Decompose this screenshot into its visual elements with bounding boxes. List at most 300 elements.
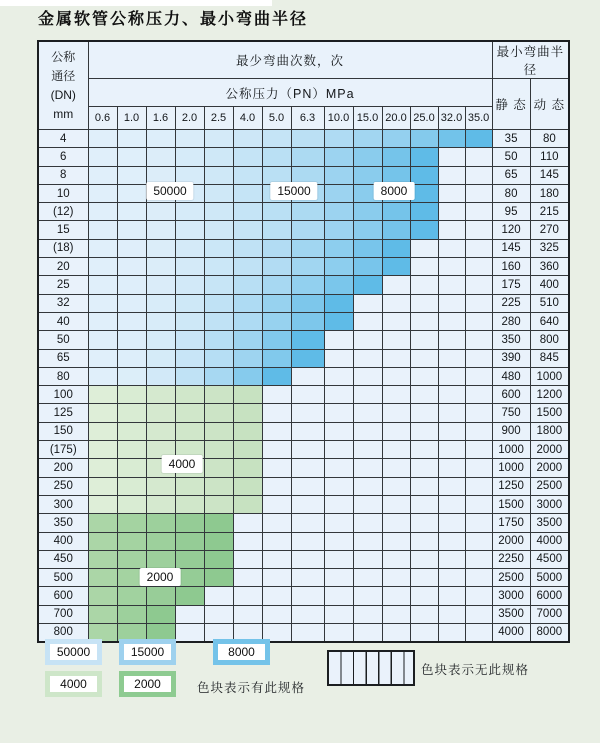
no-spec-cell [324,605,353,623]
spec-available-cell [233,331,262,349]
dn-cell: 350 [38,514,88,532]
dynamic-radius-cell: 1200 [530,386,569,404]
no-spec-cell [353,386,382,404]
spec-available-cell [175,294,204,312]
spec-available-cell [88,276,117,294]
no-spec-cell [262,459,291,477]
spec-available-cell [204,532,233,550]
static-radius-cell: 1000 [492,459,530,477]
spec-available-cell [88,404,117,422]
no-spec-cell [353,587,382,605]
no-spec-cell [291,605,324,623]
no-spec-cell [465,221,492,239]
table-row [38,386,569,404]
dynamic-radius-cell: 5000 [530,569,569,587]
no-spec-cell [353,514,382,532]
dn-cell: 6 [38,148,88,166]
table-row [38,239,569,257]
no-spec-cell [438,459,465,477]
spec-available-cell [175,349,204,367]
spec-available-cell [382,203,410,221]
no-spec-cell [465,386,492,404]
spec-available-cell [465,130,492,148]
dynamic-radius-cell: 215 [530,203,569,221]
spec-available-cell [291,258,324,276]
spec-available-cell [146,605,175,623]
no-spec-cell [382,404,410,422]
dn-cell: 150 [38,422,88,440]
spec-available-cell [204,312,233,330]
no-spec-cell [291,587,324,605]
dynamic-radius-cell: 400 [530,276,569,294]
min-bend-radius-header: 最小弯曲半径 [492,41,569,79]
spec-available-cell [262,221,291,239]
no-spec-cell [438,221,465,239]
spec-available-cell [204,495,233,513]
static-radius-cell: 160 [492,258,530,276]
dn-cell: 32 [38,294,88,312]
dn-cell: 65 [38,349,88,367]
spec-available-cell [204,276,233,294]
spec-available-cell [117,587,146,605]
dn-cell: 8 [38,166,88,184]
spec-available-cell [233,130,262,148]
spec-available-cell [117,404,146,422]
no-spec-cell [291,532,324,550]
spec-available-cell [175,422,204,440]
no-spec-cell [353,404,382,422]
spec-available-cell [233,166,262,184]
no-spec-cell [465,587,492,605]
no-spec-cell [324,532,353,550]
no-spec-cell [382,331,410,349]
spec-available-cell [291,349,324,367]
no-spec-cell [465,331,492,349]
spec-available-cell [175,148,204,166]
no-spec-cell [410,477,438,495]
spec-available-cell [117,514,146,532]
spec-available-cell [88,258,117,276]
legend-chip: 2000 [119,671,176,697]
spec-available-cell [88,514,117,532]
dn-cell: 600 [38,587,88,605]
no-spec-cell [410,239,438,257]
legend-chip: 50000 [45,639,102,665]
no-spec-cell [291,386,324,404]
dn-cell: 500 [38,569,88,587]
no-spec-cell [233,532,262,550]
dn-cell: 50 [38,331,88,349]
spec-available-cell [146,203,175,221]
spec-available-cell [353,148,382,166]
spec-available-cell [175,587,204,605]
no-spec-cell [204,587,233,605]
no-spec-cell [410,258,438,276]
no-spec-cell [410,441,438,459]
spec-available-cell [117,349,146,367]
spec-available-cell [117,276,146,294]
no-spec-cell [438,184,465,202]
spec-available-cell [233,495,262,513]
spec-available-cell [324,258,353,276]
table-row [38,148,569,166]
dynamic-radius-cell: 110 [530,148,569,166]
static-radius-cell: 480 [492,367,530,385]
static-radius-cell: 350 [492,331,530,349]
spec-available-cell [88,331,117,349]
no-spec-cell [291,404,324,422]
table-row [38,477,569,495]
spec-available-cell [262,258,291,276]
table-row [38,624,569,642]
table-row [38,587,569,605]
spec-available-cell [88,349,117,367]
dynamic-radius-cell: 7000 [530,605,569,623]
no-spec-cell [465,422,492,440]
no-spec-cell [465,258,492,276]
spec-available-cell [175,532,204,550]
spec-available-cell [88,550,117,568]
spec-available-cell [146,550,175,568]
bend-count-label: 2000 [140,568,181,586]
static-radius-cell: 80 [492,184,530,202]
dn-cell: 400 [38,532,88,550]
no-spec-cell [175,605,204,623]
no-spec-cell [291,422,324,440]
spec-available-cell [146,276,175,294]
dn-header-line: mm [53,106,74,121]
dynamic-radius-cell: 1500 [530,404,569,422]
dynamic-radius-cell: 3000 [530,495,569,513]
spec-available-cell [146,422,175,440]
spec-available-cell [88,184,117,202]
table-row [38,294,569,312]
pressure-col-header: 0.6 [88,107,117,130]
spec-available-cell [175,477,204,495]
spec-available-cell [146,587,175,605]
no-spec-cell [291,569,324,587]
spec-available-cell [117,605,146,623]
spec-available-cell [233,404,262,422]
spec-available-cell [233,148,262,166]
no-spec-cell [353,331,382,349]
spec-available-cell [291,203,324,221]
static-radius-cell: 50 [492,148,530,166]
static-radius-cell: 145 [492,239,530,257]
static-column-header: 静 态 [492,79,530,130]
no-spec-cell [382,459,410,477]
spec-available-cell [146,367,175,385]
no-spec-cell [438,532,465,550]
spec-available-cell [353,239,382,257]
no-spec-cell [438,258,465,276]
static-radius-cell: 750 [492,404,530,422]
no-spec-cell [324,569,353,587]
no-spec-cell [262,441,291,459]
spec-available-cell [88,441,117,459]
spec-available-cell [117,148,146,166]
no-spec-cell [382,587,410,605]
no-spec-cell [262,550,291,568]
table-row [38,203,569,221]
no-spec-cell [324,459,353,477]
legend-no-spec-hatch-box [327,650,415,686]
bend-count-label: 15000 [270,182,317,200]
no-spec-cell [324,422,353,440]
spec-available-cell [233,386,262,404]
no-spec-cell [382,550,410,568]
spec-available-cell [204,386,233,404]
spec-available-cell [146,532,175,550]
no-spec-cell [465,312,492,330]
no-spec-cell [324,495,353,513]
spec-available-cell [233,184,262,202]
spec-available-cell [204,294,233,312]
no-spec-cell [410,624,438,642]
dynamic-radius-cell: 1000 [530,367,569,385]
no-spec-cell [233,550,262,568]
spec-available-cell [117,532,146,550]
no-spec-cell [382,312,410,330]
no-spec-cell [465,624,492,642]
no-spec-cell [353,624,382,642]
no-spec-cell [438,239,465,257]
no-spec-cell [382,495,410,513]
spec-available-cell [175,276,204,294]
no-spec-cell [410,404,438,422]
spec-available-cell [262,294,291,312]
spec-available-cell [175,203,204,221]
spec-available-cell [233,221,262,239]
no-spec-cell [233,605,262,623]
static-radius-cell: 175 [492,276,530,294]
no-spec-cell [262,587,291,605]
dn-column-header [38,41,88,130]
dn-cell: 800 [38,624,88,642]
pressure-col-header: 32.0 [438,107,465,130]
spec-available-cell [175,239,204,257]
no-spec-cell [353,294,382,312]
spec-available-cell [88,203,117,221]
spec-available-cell [262,203,291,221]
dn-cell: 250 [38,477,88,495]
static-radius-cell: 600 [492,386,530,404]
spec-available-cell [204,550,233,568]
no-spec-cell [438,367,465,385]
no-spec-cell [438,587,465,605]
spec-available-cell [175,258,204,276]
static-radius-cell: 900 [492,422,530,440]
no-spec-cell [324,404,353,422]
pressure-col-header: 25.0 [410,107,438,130]
dn-cell: 15 [38,221,88,239]
spec-available-cell [117,550,146,568]
spec-available-cell [204,148,233,166]
no-spec-cell [382,624,410,642]
table-row [38,276,569,294]
spec-available-cell [324,221,353,239]
no-spec-cell [291,367,324,385]
spec-available-cell [117,184,146,202]
legend-chip: 15000 [119,639,176,665]
spec-available-cell [233,422,262,440]
static-radius-cell: 95 [492,203,530,221]
dynamic-radius-cell: 510 [530,294,569,312]
spec-available-cell [291,331,324,349]
no-spec-cell [465,477,492,495]
spec-available-cell [88,239,117,257]
dynamic-radius-cell: 2000 [530,441,569,459]
spec-available-cell [324,184,353,202]
spec-available-cell [117,386,146,404]
spec-available-cell [88,148,117,166]
table-row [38,349,569,367]
legend-no-spec-text: 色块表示无此规格 [421,663,530,677]
dn-cell: 125 [38,404,88,422]
no-spec-cell [438,349,465,367]
spec-available-cell [204,477,233,495]
spec-available-cell [233,239,262,257]
no-spec-cell [438,331,465,349]
static-radius-cell: 2000 [492,532,530,550]
spec-available-cell [324,130,353,148]
table-body [38,130,569,642]
no-spec-cell [353,459,382,477]
dn-cell: (175) [38,441,88,459]
spec-available-cell [175,495,204,513]
spec-available-cell [175,221,204,239]
spec-available-cell [262,331,291,349]
spec-available-cell [324,239,353,257]
table-row [38,130,569,148]
no-spec-cell [465,367,492,385]
spec-available-cell [233,258,262,276]
table-row [38,605,569,623]
no-spec-cell [438,203,465,221]
dn-header-line: 通径 [51,68,76,83]
no-spec-cell [410,550,438,568]
static-radius-cell: 1250 [492,477,530,495]
no-spec-cell [465,569,492,587]
dn-cell: 20 [38,258,88,276]
no-spec-cell [465,203,492,221]
no-spec-cell [465,495,492,513]
spec-available-cell [291,221,324,239]
spec-available-cell [88,166,117,184]
no-spec-cell [382,441,410,459]
spec-available-cell [88,587,117,605]
no-spec-cell [262,422,291,440]
spec-available-cell [117,495,146,513]
no-spec-cell [438,276,465,294]
spec-available-cell [88,532,117,550]
bend-count-label: 8000 [374,182,415,200]
spec-available-cell [204,459,233,477]
no-spec-cell [465,349,492,367]
no-spec-cell [233,587,262,605]
no-spec-cell [382,422,410,440]
no-spec-cell [262,532,291,550]
static-radius-cell: 35 [492,130,530,148]
spec-available-cell [88,386,117,404]
nominal-pressure-header: 公称压力（PN）MPa [88,79,492,107]
spec-available-cell [291,239,324,257]
spec-available-cell [233,441,262,459]
pressure-col-header: 20.0 [382,107,410,130]
no-spec-cell [291,550,324,568]
no-spec-cell [438,166,465,184]
no-spec-cell [438,441,465,459]
spec-available-cell [146,477,175,495]
spec-available-cell [262,148,291,166]
no-spec-cell [262,404,291,422]
table-row [38,312,569,330]
spec-available-cell [146,258,175,276]
spec-available-cell [410,203,438,221]
no-spec-cell [410,422,438,440]
pressure-col-header: 1.0 [117,107,146,130]
no-spec-cell [465,605,492,623]
legend-chip: 8000 [213,639,270,665]
no-spec-cell [262,605,291,623]
spec-available-cell [438,130,465,148]
dynamic-column-header: 动 态 [530,79,569,130]
spec-available-cell [233,459,262,477]
spec-available-cell [233,477,262,495]
dynamic-radius-cell: 4000 [530,532,569,550]
spec-available-cell [353,203,382,221]
no-spec-cell [204,605,233,623]
spec-available-cell [117,331,146,349]
dynamic-radius-cell: 325 [530,239,569,257]
no-spec-cell [465,441,492,459]
static-radius-cell: 120 [492,221,530,239]
spec-available-cell [88,422,117,440]
spec-available-cell [146,514,175,532]
static-radius-cell: 3500 [492,605,530,623]
no-spec-cell [324,550,353,568]
no-spec-cell [410,514,438,532]
no-spec-cell [410,495,438,513]
spec-available-cell [353,221,382,239]
pressure-col-header: 2.0 [175,107,204,130]
static-radius-cell: 1500 [492,495,530,513]
dn-header-line: (DN) [50,87,76,102]
table-row [38,367,569,385]
no-spec-cell [465,514,492,532]
dynamic-radius-cell: 360 [530,258,569,276]
no-spec-cell [324,386,353,404]
no-spec-cell [465,294,492,312]
no-spec-cell [324,367,353,385]
table-row [38,441,569,459]
dn-cell: 80 [38,367,88,385]
dn-header-line: 公称 [51,49,76,64]
no-spec-cell [465,184,492,202]
no-spec-cell [324,441,353,459]
spec-available-cell [353,130,382,148]
spec-available-cell [204,166,233,184]
no-spec-cell [438,148,465,166]
spec-available-cell [88,605,117,623]
no-spec-cell [353,550,382,568]
table-row [38,331,569,349]
spec-available-cell [146,148,175,166]
dynamic-radius-cell: 80 [530,130,569,148]
spec-available-cell [324,312,353,330]
dynamic-radius-cell: 145 [530,166,569,184]
no-spec-cell [438,495,465,513]
